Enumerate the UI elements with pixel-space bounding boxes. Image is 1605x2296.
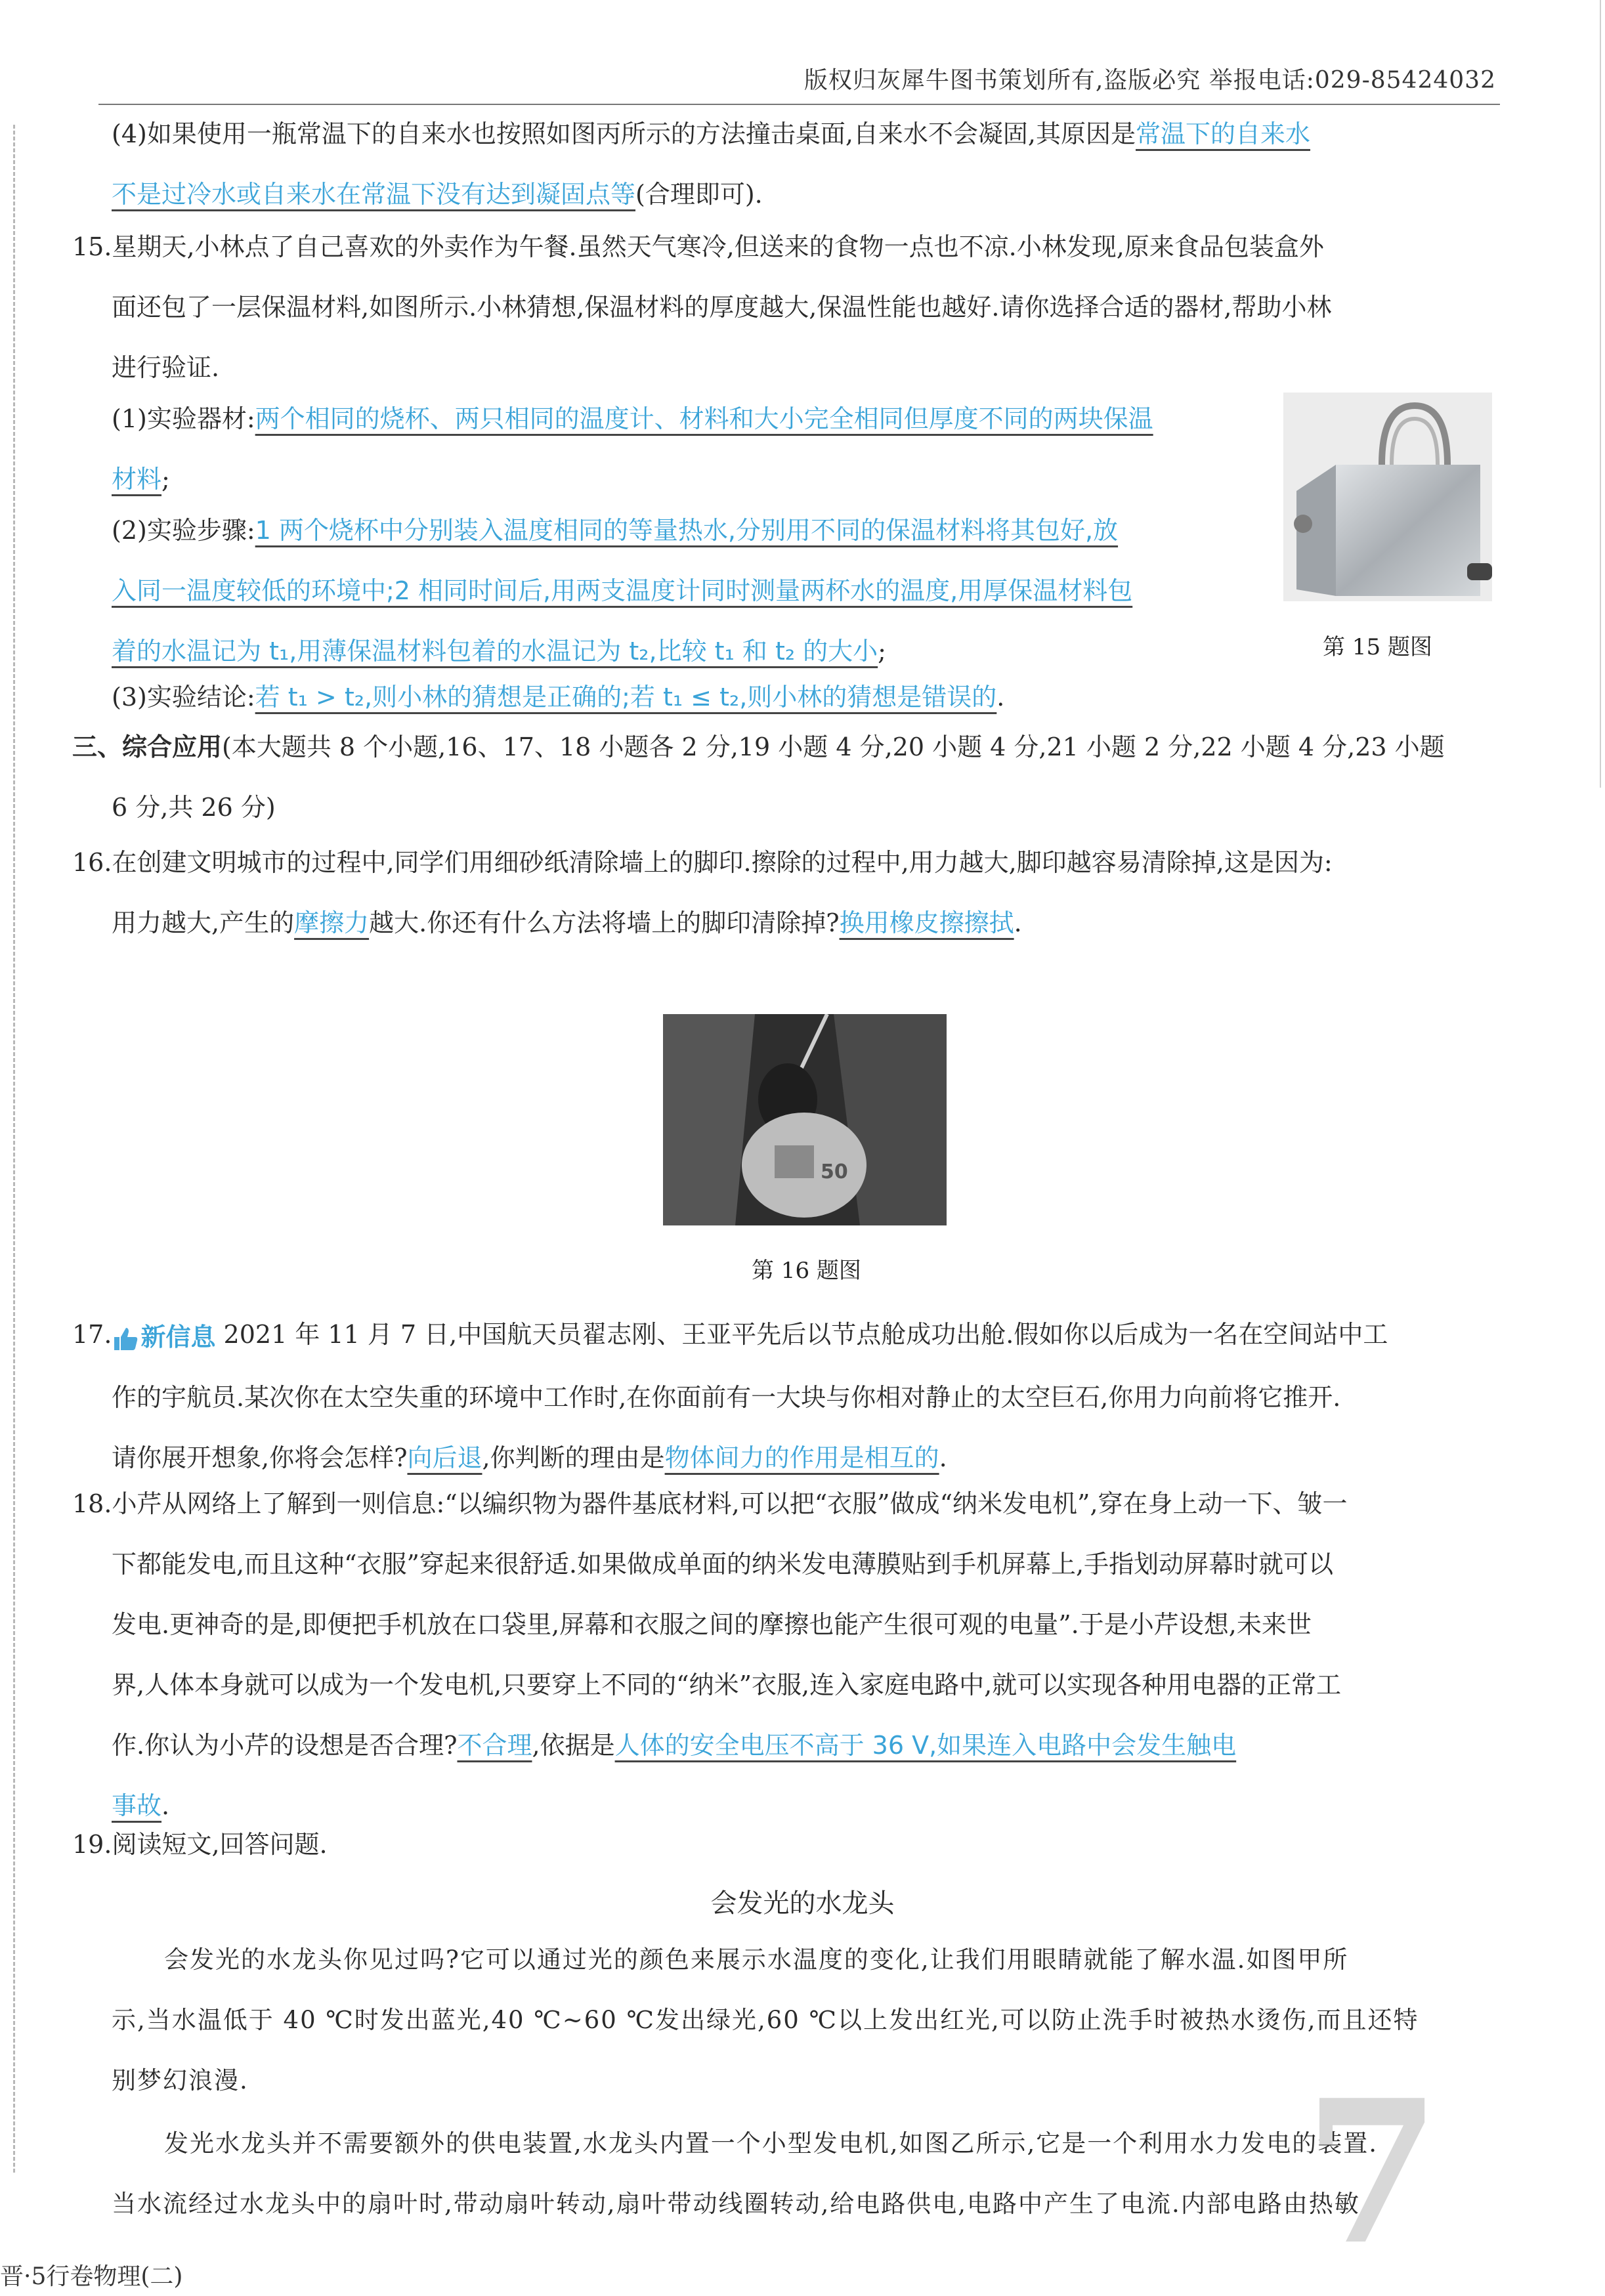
q18-end: . bbox=[161, 1791, 170, 1820]
q15-p3-answer: 若 t₁ > t₂,则小林的猜想是正确的;若 t₁ ≤ t₂,则小林的猜想是错误的 bbox=[255, 683, 997, 712]
q17-number: 17. bbox=[72, 1320, 112, 1349]
q14-part4 bbox=[112, 104, 1497, 224]
q15-part1 bbox=[112, 389, 1280, 509]
q18-stem-line2: 下都能发电,而且这种“衣服”穿起来很舒适.如果做成单面的纳米发电薄膜贴到手机屏幕上,手指划动屏幕时就可以 bbox=[112, 1550, 1334, 1579]
q18-stem-5b: ,依据是 bbox=[532, 1731, 615, 1760]
footer-label: 晋·5行卷物理(二) bbox=[0, 2263, 183, 2290]
svg-text:50: 50 bbox=[821, 1160, 848, 1183]
q17-stem-3a: 请你展开想象,你将会怎样? bbox=[112, 1443, 408, 1472]
q18-answer-2-line1: 人体的安全电压不高于 36 V,如果连入电路中会发生触电 bbox=[614, 1731, 1237, 1760]
q17 bbox=[72, 1304, 1497, 1488]
q17-stem-line1: 2021 年 11 月 7 日,中国航天员翟志刚、王亚平先后以节点舱成功出舱.假如你以后成为一名在空间站中工 bbox=[223, 1320, 1388, 1349]
thumbs-up-icon bbox=[112, 1325, 140, 1351]
q16-stem-line1: 在创建文明城市的过程中,同学们用细砂纸清除墙上的脚印.擦除的过程中,用力越大,脚印越容易清除掉,这是因为: bbox=[112, 848, 1333, 877]
q16-answer-1: 摩擦力 bbox=[294, 908, 370, 937]
q14-4-answer-line1: 常温下的自来水 bbox=[1136, 119, 1311, 148]
q19-paragraph2 bbox=[112, 2114, 1497, 2234]
q19-p1-line1: 会发光的水龙头你见过吗?它可以通过光的颜色来展示水温度的变化,让我们用眼睛就能了解水温.如图甲所 bbox=[164, 1945, 1349, 1974]
q15-number: 15. bbox=[72, 232, 112, 261]
q14-4-text: (4)如果使用一瓶常温下的自来水也按照如图丙所示的方法撞击桌面,自来水不会凝固,其原因是 bbox=[112, 119, 1136, 148]
q18-stem-line4: 界,人体本身就可以成为一个发电机,只要穿上不同的“纳米”衣服,连入家庭电路中,就可以实现各种用电器的正常工 bbox=[112, 1670, 1342, 1699]
section3-title: 三、综合应用 bbox=[72, 732, 223, 761]
q18-stem-line1: 小芹从网络上了解到一则信息:“以编织物为器件基底材料,可以把“衣服”做成“纳米发电机”,穿在身上动一下、皱一 bbox=[112, 1489, 1348, 1518]
q14-4-note: (合理即可). bbox=[635, 180, 763, 209]
q15-p3-label: (3)实验结论: bbox=[112, 683, 255, 712]
q15-stem bbox=[72, 217, 1497, 398]
q17-answer-2: 物体间力的作用是相互的 bbox=[664, 1443, 939, 1472]
q15-p2-end: ; bbox=[878, 637, 886, 666]
copyright-note: 版权归灰犀牛图书策划所有,盗版必究 举报电话:029-85424032 bbox=[803, 67, 1496, 94]
q19-p1-line2: 示,当水温低于 40 ℃时发出蓝光,40 ℃~60 ℃发出绿光,60 ℃以上发出红光,可以防止洗手时被热水烫伤,而且还特 bbox=[112, 2006, 1419, 2034]
q15-p3-end: . bbox=[996, 683, 1005, 712]
q17-stem-3b: ,你判断的理由是 bbox=[482, 1443, 665, 1472]
section3-desc-line2: 6 分,共 26 分) bbox=[112, 793, 276, 822]
q16-figure-photo bbox=[663, 1014, 947, 1225]
q15-p2-label: (2)实验步骤: bbox=[112, 516, 255, 545]
q17-stem-line2: 作的宇航员.某次你在太空失重的环境中工作时,在你面前有一大块与你相对静止的太空巨石,你用力向前将它推开. bbox=[112, 1382, 1341, 1412]
q18 bbox=[72, 1474, 1497, 1836]
page-number: 7 bbox=[1304, 2056, 1441, 2288]
q18-answer-2-line2: 事故 bbox=[112, 1791, 162, 1820]
q18-answer-1: 不合理 bbox=[457, 1731, 532, 1760]
q15-stem-line3: 进行验证. bbox=[112, 353, 220, 382]
q15-p2-answer-line2: 入同一温度较低的环境中;2 相同时间后,用两支温度计同时测量两杯水的温度,用厚保温材料包 bbox=[112, 576, 1133, 605]
q16-figure-caption: 第 16 题图 bbox=[752, 1258, 861, 1284]
q16 bbox=[72, 832, 1497, 953]
binding-dashed-line bbox=[13, 125, 15, 2173]
new-info-label: 新信息 bbox=[140, 1322, 216, 1351]
q18-number: 18. bbox=[72, 1489, 112, 1518]
q15-figure-insulated-bag bbox=[1283, 393, 1492, 601]
q15-p1-answer-line2: 材料 bbox=[112, 465, 162, 494]
q16-end: . bbox=[1014, 908, 1022, 937]
section3-heading bbox=[72, 717, 1497, 838]
q19-number: 19. bbox=[72, 1830, 112, 1859]
new-info-badge bbox=[112, 1307, 215, 1367]
q17-end: . bbox=[939, 1443, 947, 1472]
q15-figure-caption: 第 15 题图 bbox=[1323, 634, 1432, 660]
q15-stem-line2: 面还包了一层保温材料,如图所示.小林猜想,保温材料的厚度越大,保温性能也越好.请你选择合适的器材,帮助小林 bbox=[112, 293, 1332, 322]
q15-part2 bbox=[112, 500, 1280, 681]
q18-stem-5a: 作.你认为小芹的设想是否合理? bbox=[112, 1731, 458, 1760]
q19-article-title: 会发光的水龙头 bbox=[710, 1888, 895, 1919]
q15-stem-line1: 星期天,小林点了自己喜欢的外卖作为午餐.虽然天气寒冷,但送来的食物一点也不凉.小林发现,原来食品包装盒外 bbox=[112, 232, 1324, 261]
q15-p1-answer-line1: 两个相同的烧杯、两只相同的温度计、材料和大小完全相同但厚度不同的两块保温 bbox=[255, 404, 1153, 433]
q19-p2-line2: 当水流经过水龙头中的扇叶时,带动扇叶转动,扇叶带动线圈转动,给电路供电,电路中产生了电流.内部电路由热敏 bbox=[112, 2190, 1360, 2218]
q16-stem-2a: 用力越大,产生的 bbox=[112, 908, 295, 937]
q17-answer-1: 向后退 bbox=[407, 1443, 482, 1472]
q16-answer-2: 换用橡皮擦擦拭 bbox=[839, 908, 1014, 937]
q19-stem: 阅读短文,回答问题. bbox=[112, 1830, 328, 1859]
q16-stem-2b: 越大.你还有什么方法将墙上的脚印清除掉? bbox=[369, 908, 840, 937]
section3-desc-line1: (本大题共 8 个小题,16、17、18 小题各 2 分,19 小题 4 分,20 小题 4 分,21 小题 2 分,22 小题 4 分,23 小题 bbox=[222, 733, 1445, 761]
q15-p1-label: (1)实验器材: bbox=[112, 404, 255, 433]
q14-4-answer-line2: 不是过冷水或自来水在常温下没有达到凝固点等 bbox=[112, 180, 636, 209]
q15-p2-answer-line1: 1 两个烧杯中分别装入温度相同的等量热水,分别用不同的保温材料将其包好,放 bbox=[255, 516, 1119, 545]
q19 bbox=[72, 1814, 1497, 1875]
q16-number: 16. bbox=[72, 848, 112, 877]
q18-stem-line3: 发电.更神奇的是,即便把手机放在口袋里,屏幕和衣服之间的摩擦也能产生很可观的电量”.于是小芹设想,未来世 bbox=[112, 1610, 1312, 1639]
q15-p2-answer-line3: 着的水温记为 t₁,用薄保温材料包着的水温记为 t₂,比较 t₁ 和 t₂ 的大小 bbox=[112, 637, 878, 666]
q19-p2-line1: 发光水龙头并不需要额外的供电装置,水龙头内置一个小型发电机,如图乙所示,它是一个利用水力发电的装置. bbox=[164, 2129, 1379, 2158]
q19-p1-line3: 别梦幻浪漫. bbox=[112, 2066, 249, 2094]
q19-paragraph1 bbox=[112, 1930, 1497, 2111]
q15-p1-end: ; bbox=[161, 465, 170, 494]
right-edge-line bbox=[1600, 0, 1601, 788]
